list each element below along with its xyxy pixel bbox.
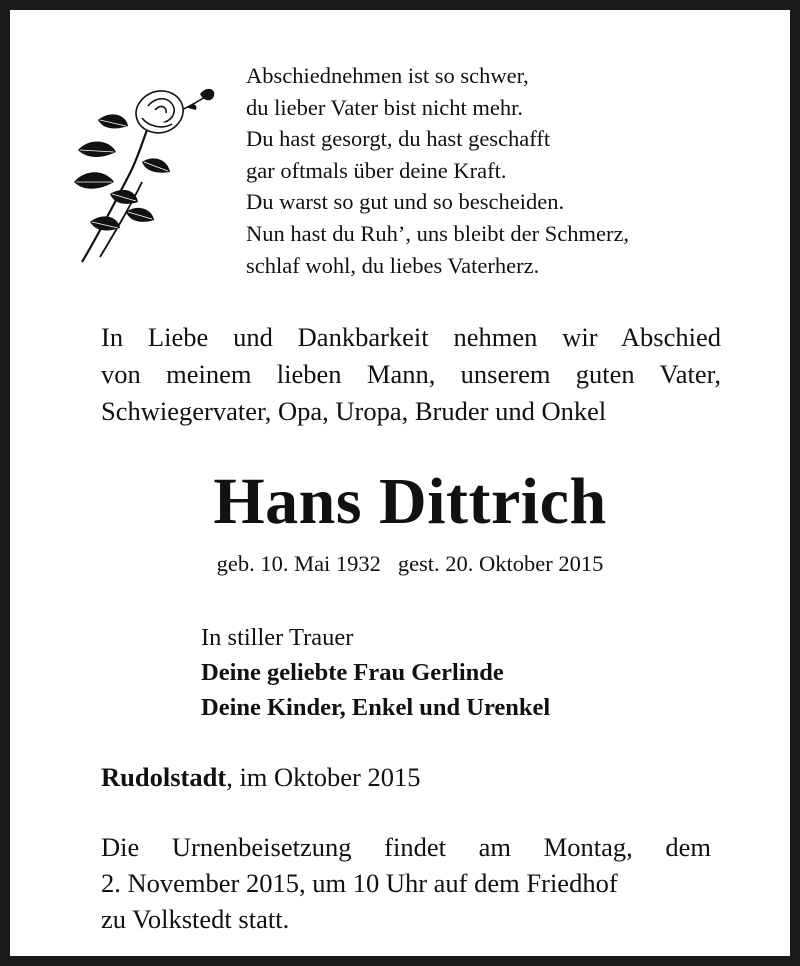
burial-line: zu Volkstedt statt.	[101, 904, 290, 934]
mourners	[201, 620, 550, 725]
burial-info	[101, 829, 711, 937]
poem-line: Du warst so gut und so bescheiden.	[246, 189, 565, 215]
poem-line: Nun hast du Ruh’, uns bleibt der Schmerz,	[246, 220, 630, 246]
intro-text	[101, 319, 721, 430]
poem-line: gar oftmals über deine Kraft.	[246, 157, 507, 183]
death-date: gest. 20. Oktober 2015	[397, 551, 604, 576]
rose-icon	[70, 82, 220, 267]
intro-line: Schwiegervater, Opa, Uropa, Bruder und Onkel	[101, 396, 607, 426]
poem-line: Du hast gesorgt, du hast geschafft	[246, 126, 551, 152]
mourner-family: Deine Kinder, Enkel und Urenkel	[201, 694, 551, 721]
intro-line: von meinem lieben Mann, unserem guten Vater,	[101, 359, 721, 389]
place-city: Rudolstadt	[101, 762, 227, 792]
poem	[246, 60, 629, 281]
poem-line: du lieber Vater bist nicht mehr.	[246, 94, 524, 120]
place-date	[101, 760, 421, 794]
life-dates	[10, 548, 800, 580]
poem-line: schlaf wohl, du liebes Vaterherz.	[246, 252, 540, 278]
burial-line: 2. November 2015, um 10 Uhr auf dem Friedhof	[101, 868, 618, 898]
poem-line: Abschiednehmen ist so schwer,	[246, 63, 529, 88]
deceased-name: Hans Dittrich	[213, 465, 607, 538]
birth-date: geb. 10. Mai 1932	[216, 551, 381, 576]
mourner-wife: Deine geliebte Frau Gerlinde	[201, 659, 504, 686]
mourners-heading: In stiller Trauer	[201, 624, 354, 651]
burial-line: Die Urnenbeisetzung findet am Montag, dem	[101, 832, 711, 862]
place-month: , im Oktober 2015	[226, 762, 421, 792]
intro-line: In Liebe und Dankbarkeit nehmen wir Abschied	[101, 322, 721, 352]
